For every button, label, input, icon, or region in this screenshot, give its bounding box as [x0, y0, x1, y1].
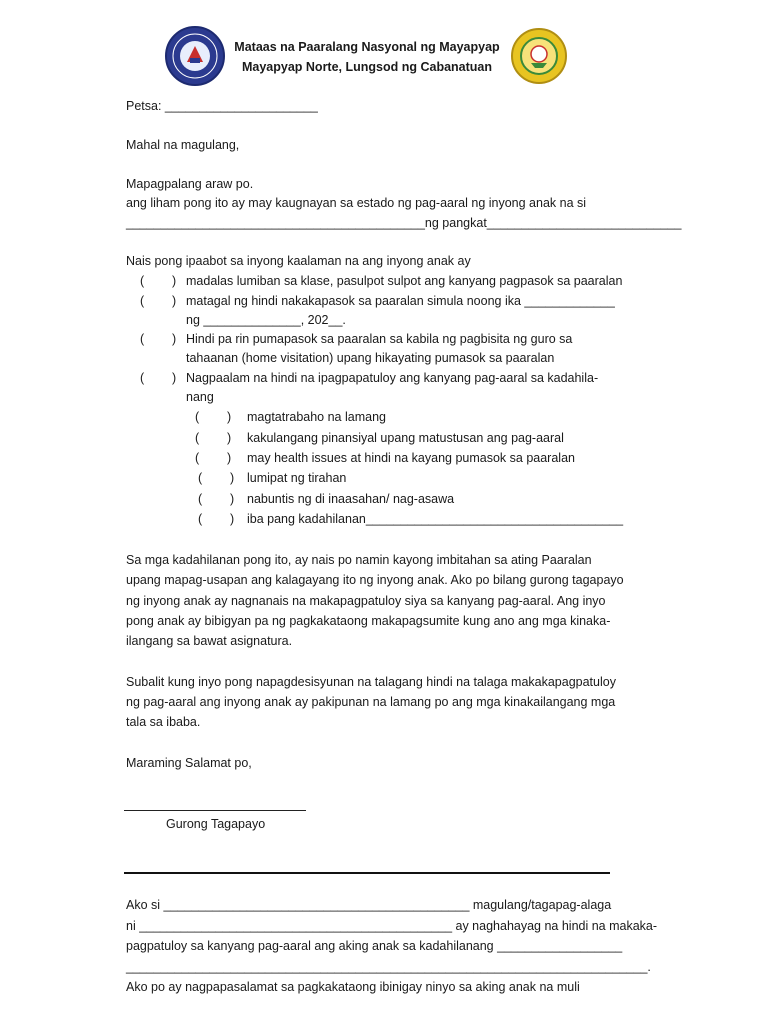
option-dropping-out: Nagpaalam na hindi na ipagpapatuloy ang kanyang pag-aaral sa kadahila-: [186, 371, 599, 385]
option-long-absence-date: ng ______________, 202__.: [186, 313, 346, 327]
intro-line: ang liham pong ito ay may kaugnayan sa estado ng pag-aaral ng inyong anak na si: [126, 196, 587, 210]
salutation: Mahal na magulang,: [126, 138, 240, 152]
paragraph-line: Subalit kung inyo pong napagdesisyunan na talagang hindi na talaga makakapagpatuloy: [126, 675, 616, 689]
checkbox[interactable]: ( ): [195, 451, 232, 465]
section-divider: [124, 872, 610, 874]
checkbox[interactable]: ( ): [140, 274, 177, 288]
paragraph-line: ilangang sa bawat asignatura.: [126, 634, 293, 648]
checkbox[interactable]: ( ): [198, 492, 235, 506]
checkbox[interactable]: ( ): [195, 431, 232, 445]
date-line: Petsa: ______________________: [126, 99, 318, 113]
checkbox[interactable]: ( ): [140, 294, 177, 308]
closing: Maraming Salamat po,: [126, 756, 252, 770]
student-section-line: ___________________________________________ng pangkat____________________________: [126, 216, 682, 230]
reason-other: iba pang kadahilanan_____________________________________: [247, 512, 624, 526]
signature-label: Gurong Tagapayo: [166, 817, 266, 831]
paragraph-line: ng pag-aaral ang inyong anak ay pakipunan na lamang po ang mga kinakailangang mga: [126, 695, 616, 709]
paragraph-line: pong anak ay bibigyan pa ng pagkakataong makapagsumite kung ano ang mga kinaka-: [126, 614, 611, 628]
reply-line: pagpatuloy sa kanyang pag-aaral ang aking anak sa kadahilanang __________________: [126, 939, 623, 953]
school-address: Mayapyap Norte, Lungsod ng Cabanatuan: [241, 60, 493, 74]
reason-work: magtatrabaho na lamang: [247, 410, 386, 424]
reply-line: ___________________________________________________________________________.: [126, 960, 651, 974]
option-long-absence: matagal ng hindi nakakapasok sa paaralan simula noong ika _____________: [186, 294, 615, 308]
checkbox[interactable]: ( ): [140, 371, 177, 385]
reason-pregnant-married: nabuntis ng di inaasahan/ nag-asawa: [247, 492, 455, 506]
paragraph-line: upang mapag-usapan ang kalagayang ito ng inyong anak. Ako po bilang gurong tagapayo: [126, 573, 624, 587]
paragraph-line: tala sa ibaba.: [126, 715, 201, 729]
option-home-visit-cont: tahaanan (home visitation) upang hikayating pumasok sa paaralan: [186, 351, 555, 365]
paragraph-line: Sa mga kadahilanan pong ito, ay nais po namin kayong imbitahan sa ating Paaralan: [126, 553, 592, 567]
option-frequent-absence: madalas lumiban sa klase, pasulpot sulpot ang kanyang pagpasok sa paaralan: [186, 274, 623, 288]
reply-line: Ako si ____________________________________________ magulang/tagapag-alaga: [126, 898, 612, 912]
deped-seal-logo: [165, 26, 225, 86]
reason-moved: lumipat ng tirahan: [247, 471, 347, 485]
checkbox[interactable]: ( ): [140, 332, 177, 346]
notice-line: Nais pong ipaabot sa inyong kaalaman na ang inyong anak ay: [126, 254, 471, 268]
signature-line: [124, 810, 306, 811]
reply-line: ni _____________________________________________ ay naghahayag na hindi na makaka-: [126, 919, 658, 933]
checkbox[interactable]: ( ): [195, 410, 232, 424]
option-home-visit: Hindi pa rin pumapasok sa paaralan sa kabila ng pagbisita ng guro sa: [186, 332, 573, 346]
greeting: Mapagpalang araw po.: [126, 177, 254, 191]
reason-health: may health issues at hindi na kayang pumasok sa paaralan: [247, 451, 575, 465]
school-name: Mataas na Paaralang Nasyonal ng Mayapyap: [234, 40, 500, 54]
reply-line: Ako po ay nagpapasalamat sa pagkakataong ibinigay ninyo sa aking anak na muli: [126, 980, 580, 994]
reason-financial: kakulangang pinansiyal upang matustusan ang pag-aaral: [247, 431, 564, 445]
checkbox[interactable]: ( ): [198, 471, 235, 485]
option-dropping-out-cont: nang: [186, 390, 214, 404]
checkbox[interactable]: ( ): [198, 512, 235, 526]
paragraph-line: ng inyong anak ay nagnanais na makapagpatuloy siya sa kanyang pag-aaral. Ang inyo: [126, 594, 606, 608]
school-seal-logo: [511, 28, 567, 84]
